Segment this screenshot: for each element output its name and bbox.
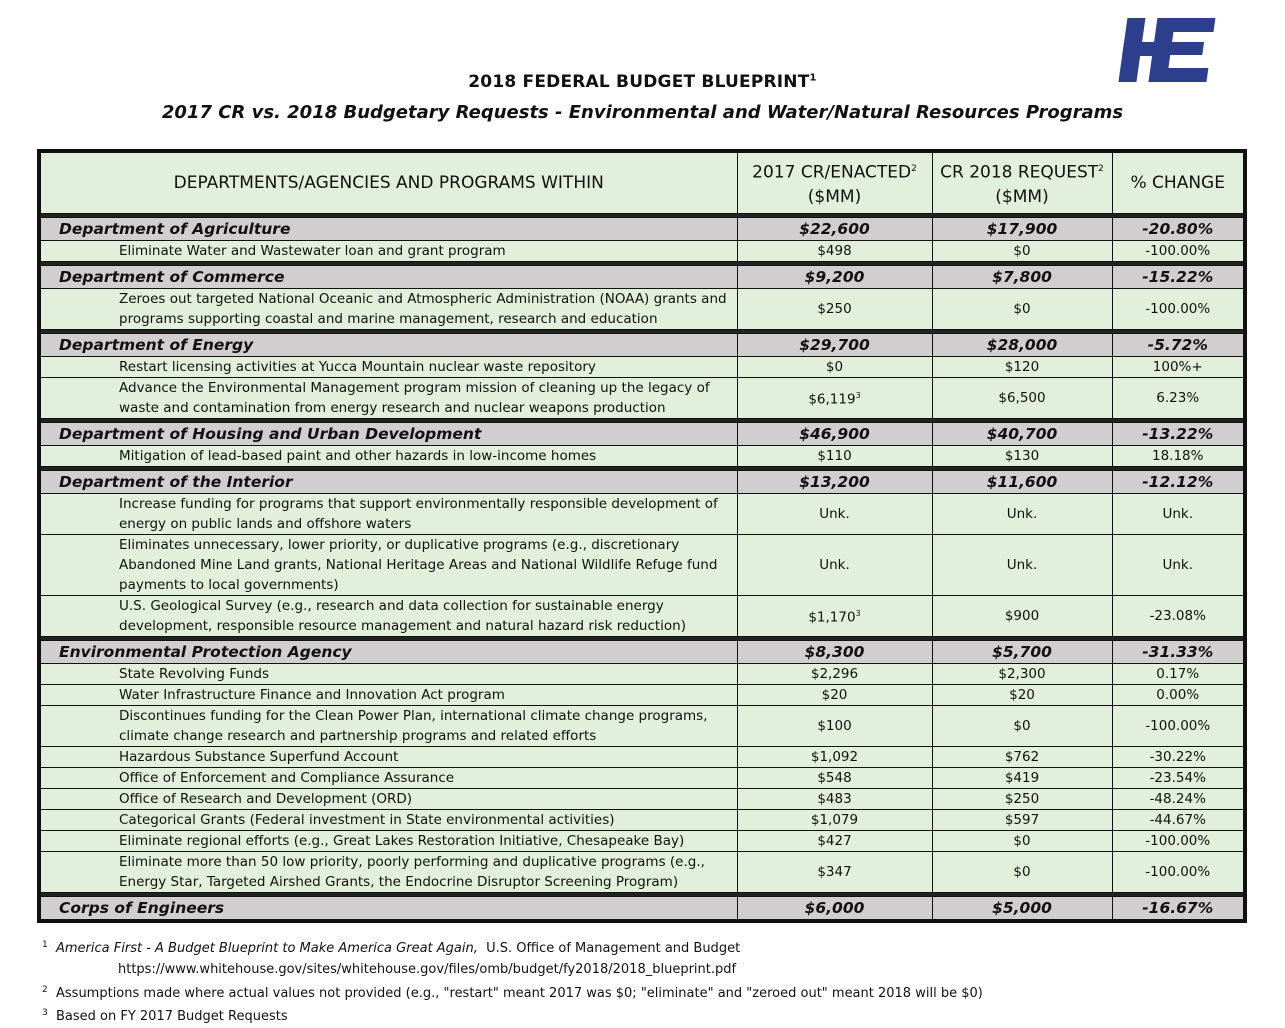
program-percent-change: -100.00% xyxy=(1112,706,1245,747)
department-2018-value: $40,700 xyxy=(932,423,1112,446)
department-name: Department of Housing and Urban Development xyxy=(39,423,737,446)
page-subtitle: 2017 CR vs. 2018 Budgetary Requests - Environmental and Water/Natural Resources Programs xyxy=(161,102,1124,123)
program-2017-cell xyxy=(737,289,932,330)
program-row xyxy=(39,706,1245,747)
department-2017-value: $22,600 xyxy=(737,218,932,241)
program-2017-cell xyxy=(737,852,932,893)
program-2017-cell xyxy=(737,378,932,419)
department-name: Department of Commerce xyxy=(39,266,737,289)
program-name: Advance the Environmental Management program mission of cleaning up the legacy of waste and contamination from energy research and nuclear weapons production xyxy=(39,378,737,419)
department-row xyxy=(39,266,1245,289)
program-percent-change: -23.08% xyxy=(1112,596,1245,637)
program-percent-change: -100.00% xyxy=(1112,241,1245,262)
program-2017-cell xyxy=(737,810,932,831)
department-2017-value: $13,200 xyxy=(737,471,932,494)
program-name: Increase funding for programs that support environmentally responsible development of energy on public lands and offshore waters xyxy=(39,494,737,535)
program-2017-value: $100 xyxy=(817,718,852,734)
footnote-1-source: U.S. Office of Management and Budget xyxy=(486,941,741,956)
program-row xyxy=(39,446,1245,467)
program-percent-change: -100.00% xyxy=(1112,289,1245,330)
program-2018-value: $900 xyxy=(932,596,1112,637)
footnote-3: 3 Based on FY 2017 Budget Requests xyxy=(42,1008,288,1024)
program-percent-change: -23.54% xyxy=(1112,768,1245,789)
program-2018-value: $2,300 xyxy=(932,664,1112,685)
department-row xyxy=(39,218,1245,241)
program-row xyxy=(39,789,1245,810)
program-2018-value: $597 xyxy=(932,810,1112,831)
department-row xyxy=(39,897,1245,922)
program-2017-cell xyxy=(737,768,932,789)
program-name: Zeroes out targeted National Oceanic and Atmospheric Administration (NOAA) grants and programs supporting coastal and marine management, research and education xyxy=(39,289,737,330)
program-2018-value: $0 xyxy=(932,289,1112,330)
program-name: Eliminate more than 50 low priority, poorly performing and duplicative programs (e.g., Energy Star, Targeted Airshed Grants, the Endocrine Disruptor Screening Program) xyxy=(39,852,737,893)
program-name: Mitigation of lead-based paint and other hazards in low-income homes xyxy=(39,446,737,467)
header-2018-request: CR 2018 REQUEST$^2$ ($MM) xyxy=(932,151,1112,214)
program-row xyxy=(39,810,1245,831)
program-row xyxy=(39,241,1245,262)
program-percent-change: -30.22% xyxy=(1112,747,1245,768)
department-percent-change: -31.33% xyxy=(1112,641,1245,664)
header-departments: DEPARTMENTS/AGENCIES AND PROGRAMS WITHIN xyxy=(39,151,737,214)
header-percent-change: % CHANGE xyxy=(1112,151,1245,214)
program-2017-cell xyxy=(737,706,932,747)
program-2017-value: $1,092 xyxy=(810,749,859,765)
program-2017-value: $2,296 xyxy=(810,666,859,682)
program-2017-value: $1,170 xyxy=(808,609,856,626)
footnote-1-title: America First - A Budget Blueprint to Make America Great Again, xyxy=(56,941,478,956)
program-name: Eliminates unnecessary, lower priority, or duplicative programs (e.g., discretionary Abandoned Mine Land grants, National Heritage Areas and National Wildlife Refuge fund payments to local governments) xyxy=(39,535,737,596)
department-row xyxy=(39,641,1245,664)
footnote-1: 1 America First - A Budget Blueprint to Make America Great Again, U.S. Office of Management and Budget xyxy=(42,940,741,956)
department-percent-change: -15.22% xyxy=(1112,266,1245,289)
department-percent-change: -12.12% xyxy=(1112,471,1245,494)
footnote-2: 2 Assumptions made where actual values not provided (e.g., "restart" meant 2017 was $0; "eliminate" and "zeroed out" meant 2018 will be $0) xyxy=(42,985,983,1001)
program-percent-change: 0.00% xyxy=(1112,685,1245,706)
program-name: Eliminate Water and Wastewater loan and grant program xyxy=(39,241,737,262)
program-percent-change: 100%+ xyxy=(1112,357,1245,378)
department-name: Department of the Interior xyxy=(39,471,737,494)
program-row xyxy=(39,494,1245,535)
program-2018-value: $0 xyxy=(932,706,1112,747)
program-2018-value: $419 xyxy=(932,768,1112,789)
program-2017-cell xyxy=(737,494,932,535)
program-2017-value: Unk. xyxy=(819,506,850,522)
program-2017-cell xyxy=(737,596,932,637)
program-2017-value: Unk. xyxy=(819,557,850,573)
budget-table-container xyxy=(37,149,1243,916)
table-body xyxy=(39,214,1245,922)
program-2017-value: $347 xyxy=(817,864,852,880)
department-percent-change: -20.80% xyxy=(1112,218,1245,241)
program-2018-value: $762 xyxy=(932,747,1112,768)
program-row xyxy=(39,289,1245,330)
footnote-ref: 3 xyxy=(855,391,861,401)
program-row xyxy=(39,852,1245,893)
program-2017-cell xyxy=(737,664,932,685)
program-2017-value: $0 xyxy=(825,359,844,375)
program-2018-value: $6,500 xyxy=(932,378,1112,419)
program-row xyxy=(39,664,1245,685)
program-percent-change: -44.67% xyxy=(1112,810,1245,831)
program-row xyxy=(39,357,1245,378)
program-name: Restart licensing activities at Yucca Mountain nuclear waste repository xyxy=(39,357,737,378)
department-row xyxy=(39,334,1245,357)
program-name: Eliminate regional efforts (e.g., Great Lakes Restoration Initiative, Chesapeake Bay) xyxy=(39,831,737,852)
department-row xyxy=(39,423,1245,446)
program-name: Hazardous Substance Superfund Account xyxy=(39,747,737,768)
program-2017-value: $20 xyxy=(821,687,848,703)
program-row xyxy=(39,747,1245,768)
program-percent-change: -100.00% xyxy=(1112,831,1245,852)
program-2017-cell xyxy=(737,685,932,706)
program-percent-change: 18.18% xyxy=(1112,446,1245,467)
header-2017-enacted: 2017 CR/ENACTED$^2$ ($MM) xyxy=(737,151,932,214)
program-2017-cell xyxy=(737,747,932,768)
program-2017-cell xyxy=(737,789,932,810)
footnote-ref: 3 xyxy=(855,609,861,619)
department-2017-value: $9,200 xyxy=(737,266,932,289)
program-percent-change: 0.17% xyxy=(1112,664,1245,685)
program-2018-value: $0 xyxy=(932,852,1112,893)
department-2018-value: $11,600 xyxy=(932,471,1112,494)
program-2017-value: $6,119 xyxy=(808,391,856,408)
department-percent-change: -16.67% xyxy=(1112,897,1245,922)
program-2017-cell xyxy=(737,535,932,596)
program-2017-cell xyxy=(737,357,932,378)
footnote-1-url[interactable]: https://www.whitehouse.gov/sites/whitehouse.gov/files/omb/budget/fy2018/2018_blueprint.pdf xyxy=(118,962,737,977)
department-2018-value: $5,000 xyxy=(932,897,1112,922)
department-2018-value: $7,800 xyxy=(932,266,1112,289)
program-name: Office of Enforcement and Compliance Assurance xyxy=(39,768,737,789)
page-title: 2018 FEDERAL BUDGET BLUEPRINT$^1$ xyxy=(468,72,817,92)
program-2017-cell xyxy=(737,831,932,852)
program-2018-value: $120 xyxy=(932,357,1112,378)
program-2017-value: $110 xyxy=(817,448,852,464)
program-name: Water Infrastructure Finance and Innovation Act program xyxy=(39,685,737,706)
program-2017-value: $1,079 xyxy=(810,812,859,828)
department-name: Department of Energy xyxy=(39,334,737,357)
program-2017-cell xyxy=(737,241,932,262)
program-2017-value: $548 xyxy=(817,770,852,786)
program-2017-cell xyxy=(737,446,932,467)
program-name: Discontinues funding for the Clean Power Plan, international climate change programs, climate change research and partnership programs and related efforts xyxy=(39,706,737,747)
program-2018-value: Unk. xyxy=(932,535,1112,596)
department-percent-change: -5.72% xyxy=(1112,334,1245,357)
department-2017-value: $29,700 xyxy=(737,334,932,357)
department-name: Department of Agriculture xyxy=(39,218,737,241)
department-name: Corps of Engineers xyxy=(39,897,737,922)
program-percent-change: Unk. xyxy=(1112,535,1245,596)
department-row xyxy=(39,471,1245,494)
department-2018-value: $5,700 xyxy=(932,641,1112,664)
department-2018-value: $17,900 xyxy=(932,218,1112,241)
department-2017-value: $6,000 xyxy=(737,897,932,922)
program-name: Office of Research and Development (ORD) xyxy=(39,789,737,810)
program-row xyxy=(39,685,1245,706)
department-2018-value: $28,000 xyxy=(932,334,1112,357)
program-2018-value: $20 xyxy=(932,685,1112,706)
program-2017-value: $483 xyxy=(817,791,852,807)
program-2017-value: $250 xyxy=(817,301,852,317)
program-2018-value: Unk. xyxy=(932,494,1112,535)
program-percent-change: 6.23% xyxy=(1112,378,1245,419)
table-header-row xyxy=(39,151,1245,214)
program-row xyxy=(39,596,1245,637)
program-percent-change: -48.24% xyxy=(1112,789,1245,810)
program-row xyxy=(39,831,1245,852)
program-name: Categorical Grants (Federal investment in State environmental activities) xyxy=(39,810,737,831)
department-name: Environmental Protection Agency xyxy=(39,641,737,664)
program-2017-value: $427 xyxy=(817,833,852,849)
department-percent-change: -13.22% xyxy=(1112,423,1245,446)
program-row xyxy=(39,768,1245,789)
department-2017-value: $46,900 xyxy=(737,423,932,446)
program-row xyxy=(39,535,1245,596)
program-2018-value: $130 xyxy=(932,446,1112,467)
program-percent-change: Unk. xyxy=(1112,494,1245,535)
department-2017-value: $8,300 xyxy=(737,641,932,664)
program-2017-value: $498 xyxy=(817,243,852,259)
program-row xyxy=(39,378,1245,419)
program-2018-value: $0 xyxy=(932,241,1112,262)
program-2018-value: $0 xyxy=(932,831,1112,852)
program-name: U.S. Geological Survey (e.g., research and data collection for sustainable energy development, responsible resource management and natural hazard risk reduction) xyxy=(39,596,737,637)
program-name: State Revolving Funds xyxy=(39,664,737,685)
program-percent-change: -100.00% xyxy=(1112,852,1245,893)
program-2018-value: $250 xyxy=(932,789,1112,810)
budget-table xyxy=(37,149,1247,923)
